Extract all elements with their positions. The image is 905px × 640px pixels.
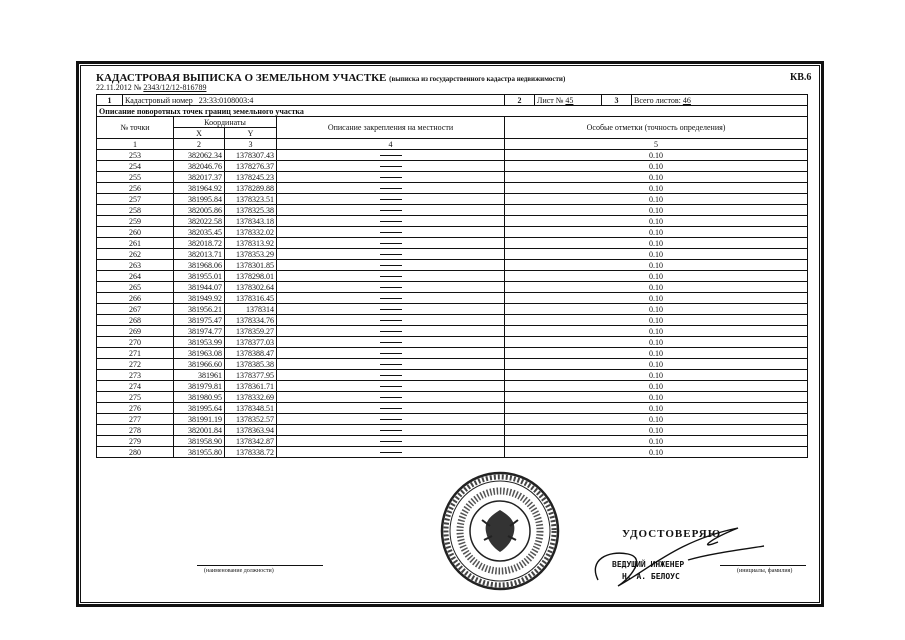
coord-x: 381980.95	[174, 392, 225, 403]
dash-mark	[380, 320, 402, 321]
fixing-description	[277, 403, 505, 414]
fixing-description	[277, 227, 505, 238]
point-number: 266	[97, 293, 174, 304]
accuracy: 0.10	[505, 183, 808, 194]
table-row	[97, 414, 808, 425]
coord-x: 381975.47	[174, 315, 225, 326]
coord-x: 382046.76	[174, 161, 225, 172]
point-number: 276	[97, 403, 174, 414]
accuracy: 0.10	[505, 436, 808, 447]
fixing-description	[277, 260, 505, 271]
fixing-description	[277, 370, 505, 381]
points-table	[96, 94, 808, 458]
point-number: 261	[97, 238, 174, 249]
info-cell-1-num: 1	[97, 95, 123, 106]
col-coordinates: Координаты	[174, 117, 277, 128]
cadastral-number-cell	[123, 95, 505, 106]
fixing-description	[277, 205, 505, 216]
point-number: 268	[97, 315, 174, 326]
coord-x: 381995.64	[174, 403, 225, 414]
coord-y: 1378334.76	[225, 315, 277, 326]
point-number: 271	[97, 348, 174, 359]
table-row	[97, 348, 808, 359]
accuracy: 0.10	[505, 205, 808, 216]
fixing-description	[277, 216, 505, 227]
coord-y: 1378313.92	[225, 238, 277, 249]
coord-y: 1378307.43	[225, 150, 277, 161]
coord-y: 1378377.95	[225, 370, 277, 381]
coord-x: 381953.99	[174, 337, 225, 348]
section-title-row	[97, 106, 808, 117]
accuracy: 0.10	[505, 282, 808, 293]
accuracy: 0.10	[505, 381, 808, 392]
accuracy: 0.10	[505, 326, 808, 337]
col-num-3: 3	[225, 139, 277, 150]
fixing-description	[277, 194, 505, 205]
point-number: 279	[97, 436, 174, 447]
cadastral-label: Кадастровый номер	[125, 95, 193, 105]
table-row	[97, 381, 808, 392]
dash-mark	[380, 298, 402, 299]
point-number: 267	[97, 304, 174, 315]
dash-mark	[380, 408, 402, 409]
sheet-number: 45	[565, 95, 574, 105]
accuracy: 0.10	[505, 370, 808, 381]
coord-x: 382005.86	[174, 205, 225, 216]
stamp-role: ВЕДУЩИЙ ИНЖЕНЕР	[612, 560, 685, 569]
fixing-description	[277, 436, 505, 447]
dash-mark	[380, 155, 402, 156]
table-row	[97, 271, 808, 282]
coord-y: 1378301.85	[225, 260, 277, 271]
coord-x: 382062.34	[174, 150, 225, 161]
total-sheets-cell	[632, 95, 808, 106]
fixing-description	[277, 359, 505, 370]
coord-x: 381991.19	[174, 414, 225, 425]
fixing-description	[277, 238, 505, 249]
coord-y: 1378363.94	[225, 425, 277, 436]
point-number: 260	[97, 227, 174, 238]
fixing-description	[277, 150, 505, 161]
dash-mark	[380, 386, 402, 387]
point-number: 272	[97, 359, 174, 370]
coord-y: 1378323.51	[225, 194, 277, 205]
fixing-description	[277, 315, 505, 326]
table-row	[97, 370, 808, 381]
dash-mark	[380, 452, 402, 453]
col-y: Y	[225, 128, 277, 139]
col-num-5: 5	[505, 139, 808, 150]
accuracy: 0.10	[505, 227, 808, 238]
dash-mark	[380, 221, 402, 222]
table-row	[97, 260, 808, 271]
dash-mark	[380, 441, 402, 442]
point-number: 278	[97, 425, 174, 436]
sheet-cell	[535, 95, 602, 106]
coord-x: 381963.08	[174, 348, 225, 359]
coord-y: 1378377.03	[225, 337, 277, 348]
header-row-numbers	[97, 139, 808, 150]
dash-mark	[380, 353, 402, 354]
accuracy: 0.10	[505, 348, 808, 359]
coord-y: 1378245.23	[225, 172, 277, 183]
dash-mark	[380, 276, 402, 277]
official-seal-icon	[438, 470, 562, 592]
dash-mark	[380, 375, 402, 376]
fixing-description	[277, 282, 505, 293]
coord-x: 382022.58	[174, 216, 225, 227]
table-row	[97, 304, 808, 315]
point-number: 275	[97, 392, 174, 403]
coord-x: 381958.90	[174, 436, 225, 447]
dash-mark	[380, 243, 402, 244]
accuracy: 0.10	[505, 337, 808, 348]
accuracy: 0.10	[505, 315, 808, 326]
date-prefix: 22.11.2012 №	[96, 83, 142, 92]
point-number: 263	[97, 260, 174, 271]
coord-y: 1378316.45	[225, 293, 277, 304]
coord-x: 382018.72	[174, 238, 225, 249]
initials-label: (инициалы, фамилия)	[737, 568, 793, 574]
fixing-description	[277, 326, 505, 337]
coord-y: 1378302.64	[225, 282, 277, 293]
accuracy: 0.10	[505, 172, 808, 183]
info-cell-3-num: 3	[602, 95, 632, 106]
point-number: 277	[97, 414, 174, 425]
table-row	[97, 425, 808, 436]
fixing-description	[277, 414, 505, 425]
coord-y: 1378385.38	[225, 359, 277, 370]
coord-y: 1378352.57	[225, 414, 277, 425]
fixing-description	[277, 381, 505, 392]
accuracy: 0.10	[505, 238, 808, 249]
dash-mark	[380, 232, 402, 233]
accuracy: 0.10	[505, 194, 808, 205]
coord-x: 381995.84	[174, 194, 225, 205]
point-number: 254	[97, 161, 174, 172]
dash-mark	[380, 254, 402, 255]
accuracy: 0.10	[505, 403, 808, 414]
accuracy: 0.10	[505, 271, 808, 282]
fixing-description	[277, 249, 505, 260]
accuracy: 0.10	[505, 260, 808, 271]
accuracy: 0.10	[505, 216, 808, 227]
fixing-description	[277, 172, 505, 183]
point-number: 253	[97, 150, 174, 161]
table-row	[97, 183, 808, 194]
point-number: 258	[97, 205, 174, 216]
accuracy: 0.10	[505, 249, 808, 260]
coord-y: 1378353.29	[225, 249, 277, 260]
coord-x: 382013.71	[174, 249, 225, 260]
coord-y: 1378348.51	[225, 403, 277, 414]
table-row	[97, 282, 808, 293]
coord-y: 1378359.27	[225, 326, 277, 337]
coord-x: 381955.80	[174, 447, 225, 458]
table-row	[97, 205, 808, 216]
coord-x: 381944.07	[174, 282, 225, 293]
header-row-1	[97, 117, 808, 128]
dash-mark	[380, 265, 402, 266]
table-row	[97, 249, 808, 260]
coord-y: 1378332.69	[225, 392, 277, 403]
accuracy: 0.10	[505, 150, 808, 161]
table-row	[97, 172, 808, 183]
table-row	[97, 216, 808, 227]
table-row	[97, 238, 808, 249]
dash-mark	[380, 364, 402, 365]
accuracy: 0.10	[505, 447, 808, 458]
fixing-description	[277, 183, 505, 194]
fixing-description	[277, 425, 505, 436]
position-line	[197, 565, 323, 566]
section-title: Описание поворотных точек границ земельного участка	[97, 106, 808, 117]
accuracy: 0.10	[505, 304, 808, 315]
accuracy: 0.10	[505, 392, 808, 403]
coord-x: 381979.81	[174, 381, 225, 392]
stamp-title: УДОСТОВЕРЯЮ	[622, 528, 722, 540]
fixing-description	[277, 293, 505, 304]
col-point-no: № точки	[97, 117, 174, 139]
dash-mark	[380, 397, 402, 398]
cadastral-number: 23:33:0108003:4	[198, 95, 254, 105]
date-line	[96, 83, 206, 92]
point-number: 273	[97, 370, 174, 381]
point-number: 280	[97, 447, 174, 458]
document-number: 2343/12/12-816789	[143, 83, 207, 92]
col-num-2: 2	[174, 139, 225, 150]
fixing-description	[277, 271, 505, 282]
title-text: КАДАСТРОВАЯ ВЫПИСКА О ЗЕМЕЛЬНОМ УЧАСТКЕ	[96, 72, 387, 84]
fixing-description	[277, 447, 505, 458]
coord-y: 1378338.72	[225, 447, 277, 458]
table-row	[97, 227, 808, 238]
accuracy: 0.10	[505, 425, 808, 436]
accuracy: 0.10	[505, 359, 808, 370]
coord-x: 381968.06	[174, 260, 225, 271]
info-cell-2-num: 2	[505, 95, 535, 106]
table-row	[97, 436, 808, 447]
coord-y: 1378314	[225, 304, 277, 315]
total-sheets: 46	[682, 95, 691, 105]
fixing-description	[277, 304, 505, 315]
fixing-description	[277, 392, 505, 403]
coord-x: 381961	[174, 370, 225, 381]
dash-mark	[380, 210, 402, 211]
sheet-label: Лист №	[537, 95, 564, 105]
info-row	[97, 95, 808, 106]
point-number: 264	[97, 271, 174, 282]
point-number: 270	[97, 337, 174, 348]
point-number: 259	[97, 216, 174, 227]
coord-x: 381964.92	[174, 183, 225, 194]
col-fixing: Описание закрепления на местности	[277, 117, 505, 139]
table-row	[97, 337, 808, 348]
point-number: 255	[97, 172, 174, 183]
point-number: 256	[97, 183, 174, 194]
dash-mark	[380, 331, 402, 332]
fixing-description	[277, 337, 505, 348]
dash-mark	[380, 166, 402, 167]
stamp-name: Н. А. БЕЛОУС	[622, 572, 680, 581]
form-code: КВ.6	[790, 72, 812, 83]
total-sheets-label: Всего листов:	[634, 95, 681, 105]
coord-x: 382001.84	[174, 425, 225, 436]
position-label: (наименование должности)	[204, 568, 274, 574]
coord-y: 1378343.18	[225, 216, 277, 227]
coord-x: 381966.60	[174, 359, 225, 370]
table-row	[97, 194, 808, 205]
fixing-description	[277, 348, 505, 359]
table-row	[97, 293, 808, 304]
title-subtitle: (выписка из государственного кадастра недвижимости)	[389, 75, 566, 83]
col-num-4: 4	[277, 139, 505, 150]
dash-mark	[380, 199, 402, 200]
table-row	[97, 150, 808, 161]
dash-mark	[380, 430, 402, 431]
coord-y: 1378342.87	[225, 436, 277, 447]
fixing-description	[277, 161, 505, 172]
col-x: X	[174, 128, 225, 139]
dash-mark	[380, 419, 402, 420]
coord-y: 1378332.02	[225, 227, 277, 238]
coord-x: 382017.37	[174, 172, 225, 183]
col-num-1: 1	[97, 139, 174, 150]
coord-x: 381955.01	[174, 271, 225, 282]
accuracy: 0.10	[505, 293, 808, 304]
coord-x: 381974.77	[174, 326, 225, 337]
coord-x: 382035.45	[174, 227, 225, 238]
coord-y: 1378289.88	[225, 183, 277, 194]
point-number: 274	[97, 381, 174, 392]
coord-y: 1378388.47	[225, 348, 277, 359]
table-row	[97, 359, 808, 370]
table-row	[97, 403, 808, 414]
col-notes: Особые отметки (точность определения)	[505, 117, 808, 139]
coord-x: 381949.92	[174, 293, 225, 304]
table-row	[97, 326, 808, 337]
accuracy: 0.10	[505, 414, 808, 425]
coord-y: 1378361.71	[225, 381, 277, 392]
accuracy: 0.10	[505, 161, 808, 172]
coord-y: 1378325.38	[225, 205, 277, 216]
point-number: 257	[97, 194, 174, 205]
dash-mark	[380, 188, 402, 189]
coord-x: 381956.21	[174, 304, 225, 315]
coord-y: 1378298.01	[225, 271, 277, 282]
table-row	[97, 447, 808, 458]
point-number: 265	[97, 282, 174, 293]
point-number: 262	[97, 249, 174, 260]
table-row	[97, 161, 808, 172]
table-row	[97, 392, 808, 403]
initials-line	[720, 565, 806, 566]
coord-y: 1378276.37	[225, 161, 277, 172]
dash-mark	[380, 177, 402, 178]
dash-mark	[380, 287, 402, 288]
dash-mark	[380, 342, 402, 343]
dash-mark	[380, 309, 402, 310]
table-row	[97, 315, 808, 326]
point-number: 269	[97, 326, 174, 337]
